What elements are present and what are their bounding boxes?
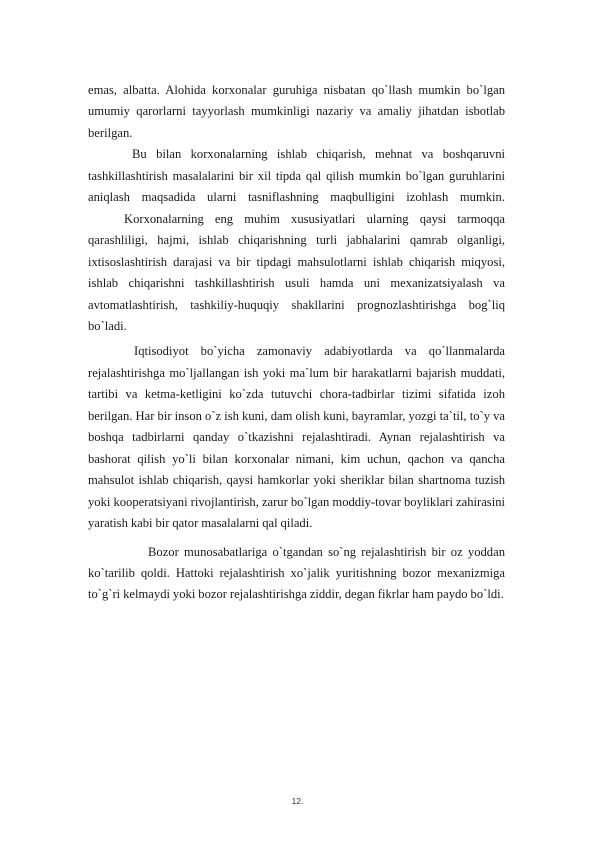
page-number: 12. <box>291 796 304 806</box>
paragraph-4: Iqtisodiyot bo`yicha zamonaviy adabiyotlarda va qo`llanmalarda rejalashtirishga mo`ljallangan ish yoki ma`lum bir harakatlarni bajarish muddati, tartibi va ketma-ketligini ko`zda tutuvchi chora-tadbirlar tizimi sifatida izoh berilgan. Har bir inson o`z ish kuni, dam olish kuni, bayramlar, yozgi ta`til, to`y va boshqa tadbirlarni qanday o`tkazishni rejalashtiradi. Aynan rejalashtirish va bashorat qilish yo`li bilan korxonalar nimani, kim uchun, qachon va qancha mahsulot ishlab chiqarish, qaysi hamkorlar yoki sheriklar bilan shartnoma tuzish yoki kooperatsiyani rivojlantirish, zarur bo`lgan moddiy-tovar boyliklari zahirasini yaratish kabi bir qator masalalarni qal qiladi. <box>88 344 505 531</box>
body-text <box>88 80 505 606</box>
paragraph-5: Bozor munosabatlariga o`tgandan so`ng rejalashtirish bir oz yoddan ko`tarilib qoldi. Hattoki rejalashtirish xo`jalik yuritishning bozor mexanizmiga to`g`ri kelmaydi yoki bozor rejalashtirishga ziddir, degan fikrlar ham paydo bo`ldi. <box>88 544 505 602</box>
paragraph-1: emas, albatta. Alohida korxonalar guruhiga nisbatan qo`llash mumkin bo`lgan umumiy qarorlarni tayyorlash mumkinligi nazariy va amaliy jihatdan isbotlab berilgan. <box>88 83 505 140</box>
paragraph-2: Bu bilan korxonalarning ishlab chiqarish, mehnat va boshqaruvni tashkillashtirish masalalarini bir xil tipda qal qilish mumkin bo`lgan guruhlarini aniqlash maqsadida ularni tasniflashning maqbulligini izohlash mumkin. <box>88 147 505 205</box>
paragraph-3: Korxonalarning eng muhim xususiyatlari ularning qaysi tarmoqqa qarashliligi, hajmi, ishlab chiqarishning turli jabhalarini qamrab olganligi, ixtisoslashtirish darajasi va bir tipdagi mahsulotlarni ishlab chiqarish miqyosi, ishlab chiqarishni tashkillashtirish usuli hamda uni mexanizatsiyalash va avtomatlashtirish, tashkiliy-huquqiy shakllarini prognozlashtirishga bog`liq bo`ladi. <box>88 211 505 333</box>
